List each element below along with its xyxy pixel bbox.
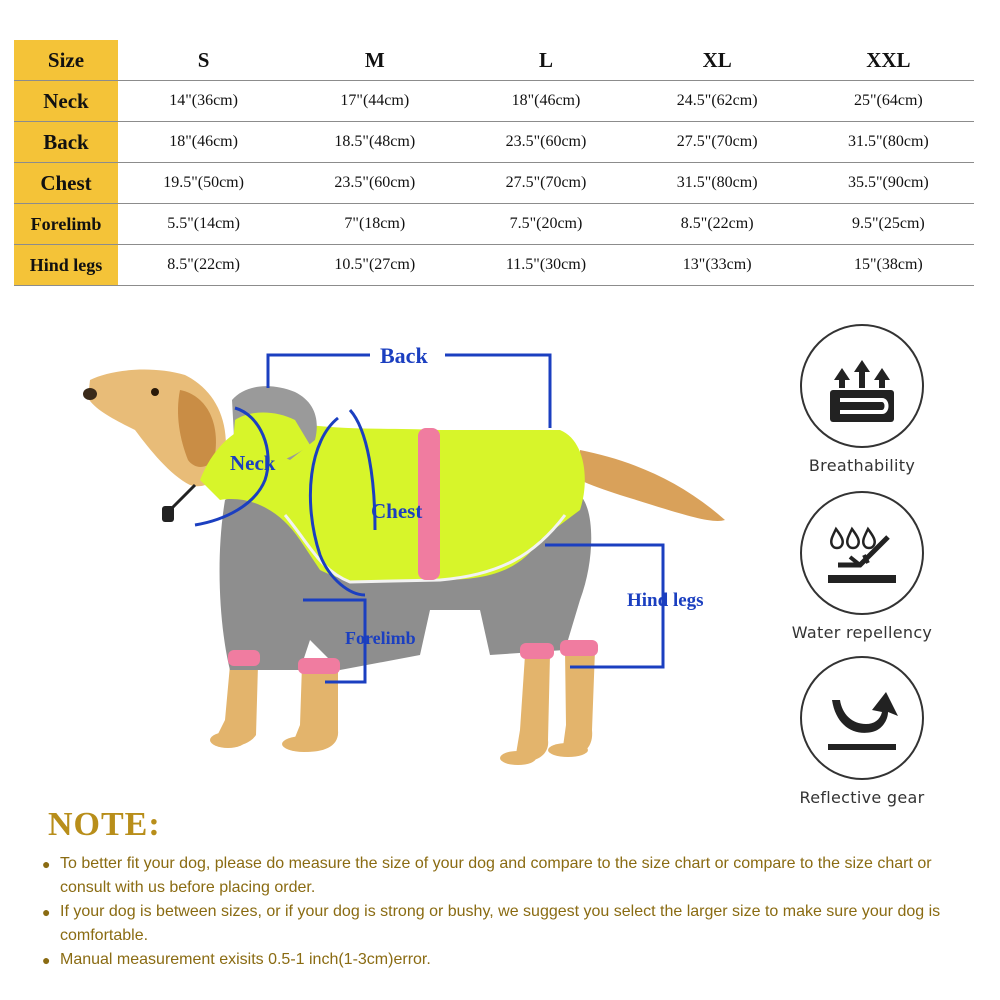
- table-row: [14, 163, 974, 204]
- table-cell: 9.5"(25cm): [803, 204, 974, 245]
- dog-tail: [580, 450, 725, 521]
- feature-icon-circle: [800, 656, 924, 780]
- dog-hind-leg: [515, 655, 550, 761]
- table-cell: 11.5"(30cm): [460, 245, 631, 286]
- table-cell: 13"(33cm): [632, 245, 803, 286]
- dog-measurement-diagram: [20, 310, 780, 810]
- dog-paw: [210, 732, 246, 748]
- bullet-icon: ●: [42, 904, 51, 920]
- note-text: Manual measurement exisits 0.5-1 inch(1-3cm)error.: [60, 951, 431, 968]
- note-title: NOTE:: [48, 806, 161, 843]
- dog-eye: [151, 388, 159, 396]
- table-cell: 8.5"(22cm): [632, 204, 803, 245]
- neck-label: Neck: [230, 451, 276, 475]
- feature-label: Water repellency: [791, 623, 933, 642]
- table-row: [14, 81, 974, 122]
- row-label: Back: [14, 122, 118, 163]
- coat-drawstring: [170, 485, 195, 510]
- note-list: [40, 852, 960, 972]
- table-cell: 18"(46cm): [118, 122, 289, 163]
- table-cell: 27.5"(70cm): [460, 163, 631, 204]
- table-cell: 27.5"(70cm): [632, 122, 803, 163]
- back-label: Back: [380, 343, 428, 368]
- table-cell: 7"(18cm): [289, 204, 460, 245]
- size-header-cell: Size: [14, 40, 118, 81]
- table-cell: 17"(44cm): [289, 81, 460, 122]
- bullet-icon: ●: [42, 856, 51, 872]
- bullet-icon: ●: [42, 952, 51, 968]
- size-column-header: XXL: [803, 40, 974, 81]
- table-cell: 5.5"(14cm): [118, 204, 289, 245]
- coat-cuff: [520, 643, 554, 659]
- water-repellency-icon: [802, 493, 922, 613]
- table-cell: 15"(38cm): [803, 245, 974, 286]
- note-text: To better fit your dog, please do measure the size of your dog and compare to the size chart or compare to the size chart or consult with us before placing order.: [60, 855, 932, 896]
- table-row: [14, 122, 974, 163]
- forelimb-label: Forelimb: [345, 628, 416, 648]
- table-cell: 18"(46cm): [460, 81, 631, 122]
- table-cell: 8.5"(22cm): [118, 245, 289, 286]
- note-item: [40, 900, 960, 948]
- table-cell: 23.5"(60cm): [289, 163, 460, 204]
- size-column-header: XL: [632, 40, 803, 81]
- table-cell: 35.5"(90cm): [803, 163, 974, 204]
- table-header-row: [14, 40, 974, 81]
- feature-breathability: [790, 324, 934, 475]
- coat-cuff: [298, 658, 340, 674]
- breathability-icon: [802, 326, 922, 446]
- dog-nose: [83, 388, 97, 400]
- chest-label: Chest: [371, 499, 423, 523]
- row-label: Neck: [14, 81, 118, 122]
- table-cell: 31.5"(80cm): [632, 163, 803, 204]
- row-label: Hind legs: [14, 245, 118, 286]
- feature-water-repellency: [790, 491, 934, 642]
- feature-icon-circle: [800, 324, 924, 448]
- feature-icon-circle: [800, 491, 924, 615]
- feature-label: Breathability: [808, 456, 916, 475]
- table-row: [14, 245, 974, 286]
- table-cell: 31.5"(80cm): [803, 122, 974, 163]
- row-label: Chest: [14, 163, 118, 204]
- table-cell: 14"(36cm): [118, 81, 289, 122]
- size-column-header: L: [460, 40, 631, 81]
- table-cell: 25"(64cm): [803, 81, 974, 122]
- table-row: [14, 204, 974, 245]
- size-column-header: M: [289, 40, 460, 81]
- coat-cuff: [560, 640, 598, 656]
- coat-cuff: [228, 650, 260, 666]
- table-cell: 23.5"(60cm): [460, 122, 631, 163]
- dog-paw: [282, 736, 326, 752]
- dog-illustration: [20, 310, 780, 810]
- hind-legs-label: Hind legs: [627, 590, 704, 611]
- note-item: [40, 948, 960, 972]
- size-column-header: S: [118, 40, 289, 81]
- table-cell: 10.5"(27cm): [289, 245, 460, 286]
- reflective-gear-icon: [802, 658, 922, 778]
- note-item: [40, 852, 960, 900]
- table-cell: 19.5"(50cm): [118, 163, 289, 204]
- size-chart-table: [14, 40, 974, 286]
- row-label: Forelimb: [14, 204, 118, 245]
- table-cell: 24.5"(62cm): [632, 81, 803, 122]
- note-text: If your dog is between sizes, or if your dog is strong or bushy, we suggest you select the larger size to make sure your dog is comfortable.: [60, 903, 941, 944]
- table-cell: 18.5"(48cm): [289, 122, 460, 163]
- feature-label: Reflective gear: [799, 788, 925, 807]
- table-cell: 7.5"(20cm): [460, 204, 631, 245]
- feature-reflective-gear: [790, 656, 934, 807]
- coat-toggle: [162, 506, 174, 522]
- dog-paw: [500, 751, 536, 765]
- dog-paw: [548, 743, 588, 757]
